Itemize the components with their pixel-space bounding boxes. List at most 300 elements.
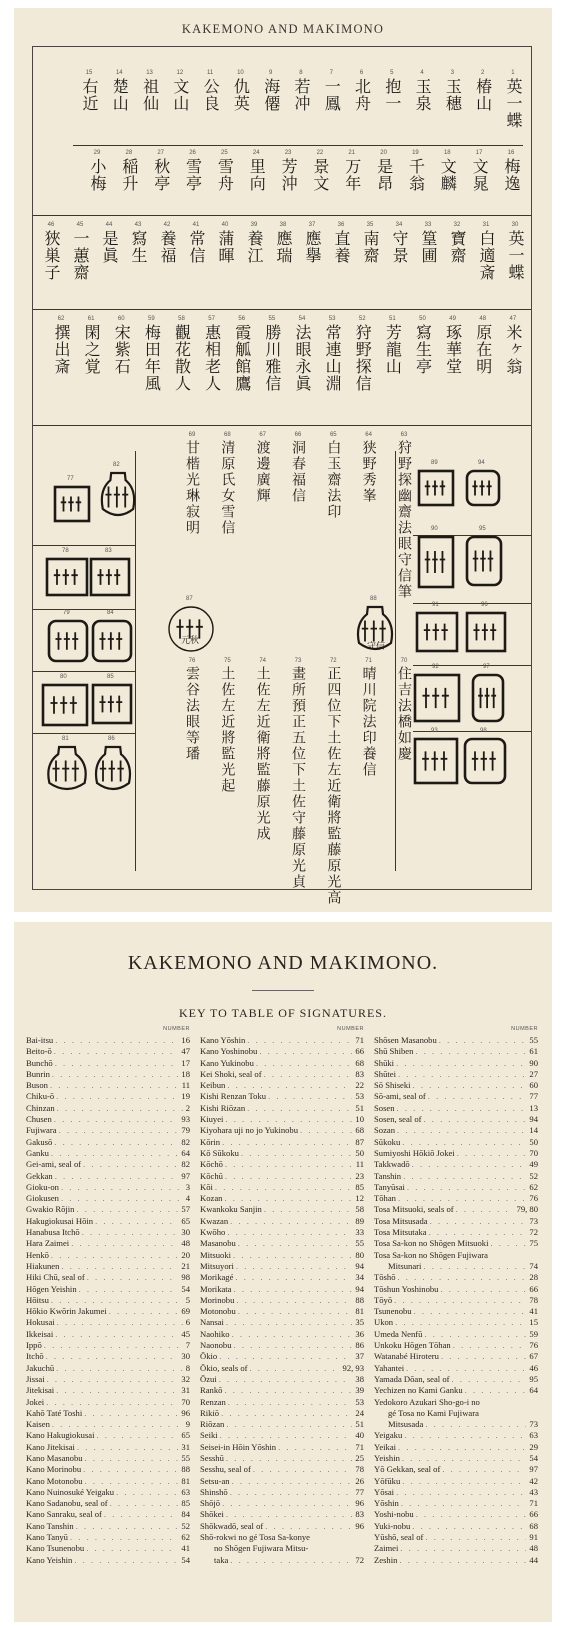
seal-stamp [47, 559, 87, 595]
key-entry [200, 1329, 364, 1340]
leader-dots [49, 1295, 183, 1306]
artist-name: Rankō [200, 1385, 223, 1396]
key-entry [26, 1374, 190, 1385]
seal-stamp [417, 613, 457, 651]
leader-dots [423, 1532, 526, 1543]
leader-dots [223, 1159, 353, 1170]
number-header: NUMBER [163, 1026, 190, 1032]
key-entry [200, 1453, 364, 1464]
signature-characters: 芳沖 [279, 158, 299, 192]
signature-ref-number: 87 [355, 1136, 364, 1147]
signature-ref-number: 62 [529, 1181, 538, 1192]
signature-ref-number: 96 [355, 1520, 364, 1531]
key-entry [200, 1532, 364, 1543]
key-entry [200, 1204, 364, 1215]
artist-name: Gakusō [26, 1136, 53, 1147]
leader-dots [422, 1329, 526, 1340]
key-entry [200, 1182, 364, 1193]
leader-dots [45, 1374, 179, 1385]
leader-dots [50, 1069, 179, 1080]
leader-dots [49, 1250, 178, 1261]
key-entry [200, 1227, 364, 1238]
signature-characters: 閑之覚 [82, 324, 102, 375]
key-entry [26, 1114, 190, 1125]
signature-number: 32 [453, 222, 461, 228]
signature-characters: 蒲暉 [216, 230, 235, 264]
signature-number: 58 [178, 316, 185, 322]
signature-ref-number: 53 [355, 1396, 364, 1407]
signature-ref-number: 44 [529, 1554, 538, 1565]
signature-ref-number: 85 [355, 1181, 364, 1192]
key-entry [200, 1419, 364, 1430]
artist-name: Kō Sūkoku [200, 1147, 239, 1158]
leader-dots [463, 1385, 527, 1396]
signature-ref-number: 24 [355, 1407, 364, 1418]
artist-name: Ikkeisai [26, 1328, 54, 1339]
signature-characters: 右近 [80, 78, 99, 112]
leader-dots [427, 1227, 527, 1238]
artist-name: Yeigaku [374, 1430, 403, 1441]
key-entry [200, 1374, 364, 1385]
signature-ref-number: 41 [529, 1306, 538, 1317]
key-entry [374, 1408, 538, 1419]
artist-name: Jitekisai [26, 1385, 55, 1396]
key-entry [200, 1069, 364, 1080]
key-entry [374, 1419, 538, 1430]
leader-dots [59, 1261, 178, 1272]
artist-name: Kano Tsunenobu [26, 1543, 85, 1554]
signature-characters: 楚山 [110, 78, 130, 112]
leader-dots [74, 1521, 179, 1532]
leader-dots [248, 1363, 340, 1374]
artist-name: Kano Yoshinobu [200, 1046, 258, 1057]
artist-name: Kaisen [26, 1419, 50, 1430]
signature-ref-number: 62 [181, 1532, 190, 1543]
key-entry [200, 1442, 364, 1453]
signature-number: 19 [412, 150, 419, 156]
leader-dots [455, 1148, 527, 1159]
leader-dots [395, 1103, 527, 1114]
key-entry [200, 1317, 364, 1328]
signature-ref-number: 63 [529, 1430, 538, 1441]
leader-dots [84, 1543, 178, 1554]
signature-ref-number: 16 [181, 1035, 190, 1045]
signature-number: 66 [294, 432, 302, 438]
key-entry [374, 1137, 538, 1148]
signature-ref-number: 74 [529, 1260, 538, 1271]
leader-dots [224, 1317, 353, 1328]
leader-dots [239, 1148, 352, 1159]
key-entry [374, 1543, 538, 1554]
signature-characters: 琢華堂 [443, 324, 463, 375]
seal-number: 91 [432, 602, 439, 608]
signature-characters: 篁圃 [419, 230, 438, 264]
signature-number: 2 [480, 70, 485, 76]
signature-ref-number: 80 [355, 1249, 364, 1260]
signature-ref-number: 70 [181, 1396, 190, 1407]
signature-ref-number: 32 [181, 1373, 190, 1384]
artist-name: Tanshin [374, 1170, 402, 1181]
leader-dots [234, 1295, 352, 1306]
signature-ref-number: 77 [355, 1486, 364, 1497]
signature-characters: 寫生 [129, 230, 148, 264]
leader-dots [219, 1408, 352, 1419]
leader-dots [400, 1137, 526, 1148]
leader-dots [57, 1125, 179, 1136]
artist-name: Rikiō [200, 1407, 220, 1418]
signature-number: 45 [76, 222, 84, 228]
artist-name: Kano Morinobu [26, 1464, 82, 1475]
key-entry [374, 1532, 538, 1543]
signature-ref-number: 71 [355, 1441, 364, 1452]
signature-number: 31 [482, 222, 490, 228]
signature-characters: 雪舟 [215, 158, 235, 192]
signature-number: 34 [395, 222, 403, 228]
signature-ref-number: 29 [529, 1441, 538, 1452]
signature-ref-number: 28 [529, 1272, 538, 1283]
signature-number: 21 [348, 150, 356, 156]
leader-dots [224, 1453, 353, 1464]
artist-name: Masanobu [200, 1238, 236, 1249]
key-entry [374, 1351, 538, 1362]
leader-dots [218, 1430, 353, 1441]
signature-number: 76 [188, 658, 196, 664]
artist-name: Yuki-nobu [374, 1520, 411, 1531]
signature-number: 53 [328, 316, 336, 322]
signature-characters: 應擧 [303, 230, 322, 264]
artist-name: Sō-ami, seal of [374, 1091, 426, 1102]
signature-characters: 万年 [342, 158, 362, 192]
signature-ref-number: 50 [529, 1136, 538, 1147]
artist-name: Kishi Riōzan [200, 1102, 246, 1113]
key-entry [26, 1498, 190, 1509]
signature-characters: 甘楷光琳寂明 [184, 440, 200, 536]
artist-name: Shū Shiben [374, 1046, 414, 1057]
signature-ref-number: 98 [181, 1272, 190, 1283]
artist-name: Jissai [26, 1373, 45, 1384]
leader-dots [228, 1216, 352, 1227]
leader-dots [392, 1295, 526, 1306]
key-entry [374, 1487, 538, 1498]
key-entry [26, 1442, 190, 1453]
artist-name: Kōchū [200, 1170, 223, 1181]
signature-number: 9 [269, 70, 273, 76]
artist-name: Takkwadō [374, 1159, 410, 1170]
artist-name: Kōchō [200, 1159, 223, 1170]
seal-number: 92 [432, 664, 439, 670]
key-entry [26, 1385, 190, 1396]
artist-name: Sesshū [200, 1452, 224, 1463]
key-entry [200, 1397, 364, 1408]
key-entry [26, 1069, 190, 1080]
key-entry [26, 1532, 190, 1543]
signature-characters: 文晁 [470, 158, 490, 192]
key-entry [374, 1521, 538, 1532]
artist-name: Yahantei [374, 1362, 405, 1373]
signature-ref-number: 30 [181, 1227, 190, 1238]
key-entry [200, 1238, 364, 1249]
key-entry [374, 1476, 538, 1487]
artist-name: Morikata [200, 1283, 232, 1294]
key-entry [374, 1453, 538, 1464]
artist-name: Mitsusada [388, 1419, 424, 1430]
leader-dots [114, 1487, 178, 1498]
artist-name: Kōi [200, 1181, 213, 1192]
artist-name: Hokusai [26, 1317, 55, 1328]
artist-name: Yechizen no Kami Ganku [374, 1385, 463, 1396]
signature-characters: 養江 [245, 230, 264, 264]
artist-name: Kiuyei [200, 1114, 224, 1125]
signature-ref-number: 94 [355, 1260, 364, 1271]
key-entry [26, 1272, 190, 1283]
artist-name: Buson [26, 1080, 48, 1091]
leader-dots [276, 1442, 352, 1453]
seal-number: 77 [67, 476, 74, 482]
signature-number: 59 [148, 316, 155, 322]
signature-ref-number: 42 [529, 1475, 538, 1486]
artist-name: Tanyūsai [374, 1181, 405, 1192]
signature-ref-number: 82 [181, 1136, 190, 1147]
leader-dots [53, 1035, 178, 1046]
artist-name: Yamada Dōan, seal of [374, 1373, 450, 1384]
leader-dots [81, 1464, 178, 1475]
signature-characters: 畫所預正五位下土佐守藤原光貞 [289, 666, 306, 890]
key-entry [374, 1182, 538, 1193]
artist-name: Kano Nuinosuké Yeigaku [26, 1486, 115, 1497]
key-subtitle: KEY TO TABLE OF SIGNATURES. [179, 1006, 387, 1020]
key-entry [374, 1464, 538, 1475]
artist-name: Tōyō [374, 1294, 393, 1305]
signature-table-frame [32, 46, 532, 906]
key-entry [200, 1125, 364, 1136]
key-entry [26, 1306, 190, 1317]
leader-dots [83, 1453, 179, 1464]
leader-dots [80, 1227, 179, 1238]
signature-number: 25 [221, 150, 228, 156]
seal-characters: 元秋 [181, 636, 200, 646]
leader-dots [393, 1317, 526, 1328]
key-entry [26, 1430, 190, 1441]
key-page [14, 922, 552, 1622]
artist-name: Tōhan [374, 1193, 396, 1204]
signature-number: 20 [380, 150, 387, 156]
leader-dots [396, 1069, 526, 1080]
key-entry [26, 1204, 190, 1215]
signature-number: 3 [450, 70, 455, 76]
signature-number: 27 [157, 150, 165, 156]
signature-ref-number: 20 [181, 1249, 190, 1260]
artist-name: Yoshi-nobu [374, 1509, 414, 1520]
seal-stamp [43, 685, 87, 725]
leader-dots [69, 1238, 178, 1249]
signature-ref-number: 15 [529, 1317, 538, 1328]
title-rule [252, 990, 314, 991]
key-entry [26, 1238, 190, 1249]
artist-name: gé Tosa no Kami Fujiwara [388, 1407, 479, 1418]
signature-number: 18 [443, 150, 451, 156]
signature-number: 70 [400, 658, 408, 664]
signature-ref-number: 91 [529, 1532, 538, 1543]
key-entry [200, 1261, 364, 1272]
signature-ref-number: 11 [355, 1159, 364, 1170]
signature-ref-number: 81 [181, 1475, 190, 1486]
leader-dots [438, 1284, 526, 1295]
seal-stamp [415, 739, 457, 783]
key-entry [26, 1521, 190, 1532]
seal-number: 95 [479, 526, 486, 532]
key-entry [374, 1103, 538, 1114]
artist-name: Shōjō [200, 1498, 221, 1509]
artist-name: Kwankoku Sanjin [200, 1204, 262, 1215]
signature-characters: 直養 [332, 230, 351, 264]
key-entry [374, 1058, 538, 1069]
signature-characters: 南齋 [361, 230, 380, 264]
signature-ref-number: 3 [185, 1181, 190, 1192]
artist-name: Shōkei [200, 1509, 224, 1520]
signature-ref-number: 25 [355, 1452, 364, 1463]
leader-dots [59, 1182, 183, 1193]
seal-stamp [48, 747, 85, 789]
artist-name: Yōsai [374, 1486, 395, 1497]
signature-number: 24 [252, 150, 260, 156]
leader-dots [262, 1069, 353, 1080]
key-entry [26, 1340, 190, 1351]
signature-ref-number: 85 [181, 1498, 190, 1509]
signature-characters: 玉穗 [443, 78, 463, 112]
signature-ref-number: 66 [529, 1509, 538, 1520]
signature-ref-number: 31 [181, 1385, 190, 1396]
signature-ref-number: 94 [529, 1114, 538, 1125]
signature-ref-number: 68 [529, 1520, 538, 1531]
signature-characters: 北舟 [352, 78, 372, 112]
artist-name: Watanabé Hiroteru [374, 1351, 439, 1362]
signature-characters: 寫生亭 [413, 324, 433, 375]
key-entry [374, 1193, 538, 1204]
key-entry [26, 1397, 190, 1408]
leader-dots [405, 1182, 527, 1193]
artist-name: Gekkan [26, 1170, 53, 1181]
key-entry [374, 1114, 538, 1125]
signature-ref-number: 65 [181, 1430, 190, 1441]
signature-number: 64 [365, 432, 372, 438]
seal-stamp [467, 471, 499, 505]
key-entry [200, 1363, 364, 1374]
signature-characters: 里向 [247, 158, 267, 192]
signature-ref-number: 94 [355, 1283, 364, 1294]
artist-name: Yūshō, seal of [374, 1532, 424, 1543]
signature-number: 8 [299, 70, 303, 76]
signature-characters: 英一蝶 [503, 78, 523, 129]
signature-number: 15 [85, 70, 93, 76]
signature-characters: 玉泉 [413, 78, 433, 112]
leader-dots [440, 1464, 526, 1475]
artist-name: Kozan [200, 1193, 223, 1204]
signature-ref-number: 22 [355, 1080, 364, 1091]
signature-ref-number: 39 [355, 1385, 364, 1396]
signature-number: 73 [294, 658, 302, 664]
signature-plate-page [14, 8, 552, 912]
signature-number: 26 [189, 150, 196, 156]
artist-name: Kano Yukinobu [200, 1057, 254, 1068]
leader-dots [42, 1340, 183, 1351]
signature-ref-number: 88 [181, 1464, 190, 1475]
artist-name: Fujiwara [26, 1125, 57, 1136]
signature-number: 39 [250, 222, 258, 228]
artist-name: Morikagé [200, 1272, 234, 1283]
artist-name: Yōshin [374, 1498, 399, 1509]
seal-stamp [467, 613, 505, 651]
signature-ref-number: 51 [355, 1102, 364, 1113]
key-entry [26, 1351, 190, 1362]
signature-ref-number: 61 [529, 1046, 538, 1057]
signature-characters: 清原氏女雪信 [219, 440, 236, 536]
signature-characters: 渡邊廣輝 [254, 440, 271, 504]
key-entry [26, 1284, 190, 1295]
key-entry [374, 1329, 538, 1340]
artist-name: Kōrin [200, 1136, 221, 1147]
seal-number: 88 [370, 596, 377, 602]
artist-name: Yeikai [374, 1441, 397, 1452]
signature-characters: 梅逸 [501, 158, 521, 192]
signature-number: 11 [207, 70, 214, 76]
signature-number: 17 [475, 150, 483, 156]
leader-dots [230, 1476, 353, 1487]
signature-ref-number: 59 [529, 1328, 538, 1339]
signature-number: 37 [308, 222, 316, 228]
signature-number: 61 [87, 316, 95, 322]
seal-stamp [419, 537, 453, 587]
signature-characters: 惠相老人 [202, 324, 222, 392]
artist-name: Kano Hakugiokusai [26, 1430, 95, 1441]
artist-name: Keibun [200, 1080, 226, 1091]
artist-name: Beito-ō [26, 1046, 52, 1057]
artist-name: Gei-ami, seal of [26, 1159, 82, 1170]
signature-ref-number: 81 [355, 1306, 364, 1317]
signature-ref-number: 67 [529, 1351, 538, 1362]
leader-dots [53, 1171, 179, 1182]
leader-dots [50, 1419, 183, 1430]
signature-characters: 公良 [201, 78, 221, 112]
artist-name: Gwakio Rōjin [26, 1204, 75, 1215]
key-entry [374, 1171, 538, 1182]
signature-ref-number: 97 [181, 1170, 190, 1181]
leader-dots [82, 1408, 178, 1419]
artist-name: Kiyohara uji no jo Yukinobu [200, 1125, 299, 1136]
leader-dots [422, 1114, 527, 1125]
leader-dots [298, 1125, 352, 1136]
seal-stamp [96, 747, 130, 789]
seal-number: 83 [105, 548, 112, 554]
artist-name: Ippō [26, 1340, 42, 1351]
leader-dots [68, 1532, 178, 1543]
artist-name: Morinobu [200, 1294, 235, 1305]
artist-name: Tōshun Yoshinobu [374, 1283, 439, 1294]
leader-dots [251, 1464, 353, 1475]
leader-dots [410, 1521, 526, 1532]
signature-ref-number: 8 [185, 1362, 190, 1373]
leader-dots [102, 1509, 179, 1520]
key-entry [200, 1058, 364, 1069]
artist-name: Sozan [374, 1125, 396, 1136]
artist-name: Hanabusa Itchō [26, 1227, 80, 1238]
artist-name: Zaimei [374, 1543, 399, 1554]
signature-characters: 洞春福信 [289, 440, 306, 504]
leader-dots [53, 1329, 178, 1340]
signature-ref-number: 82 [181, 1159, 190, 1170]
leader-dots [108, 1498, 179, 1509]
artist-name: Chiku-ō [26, 1091, 55, 1102]
leader-dots [450, 1374, 527, 1385]
